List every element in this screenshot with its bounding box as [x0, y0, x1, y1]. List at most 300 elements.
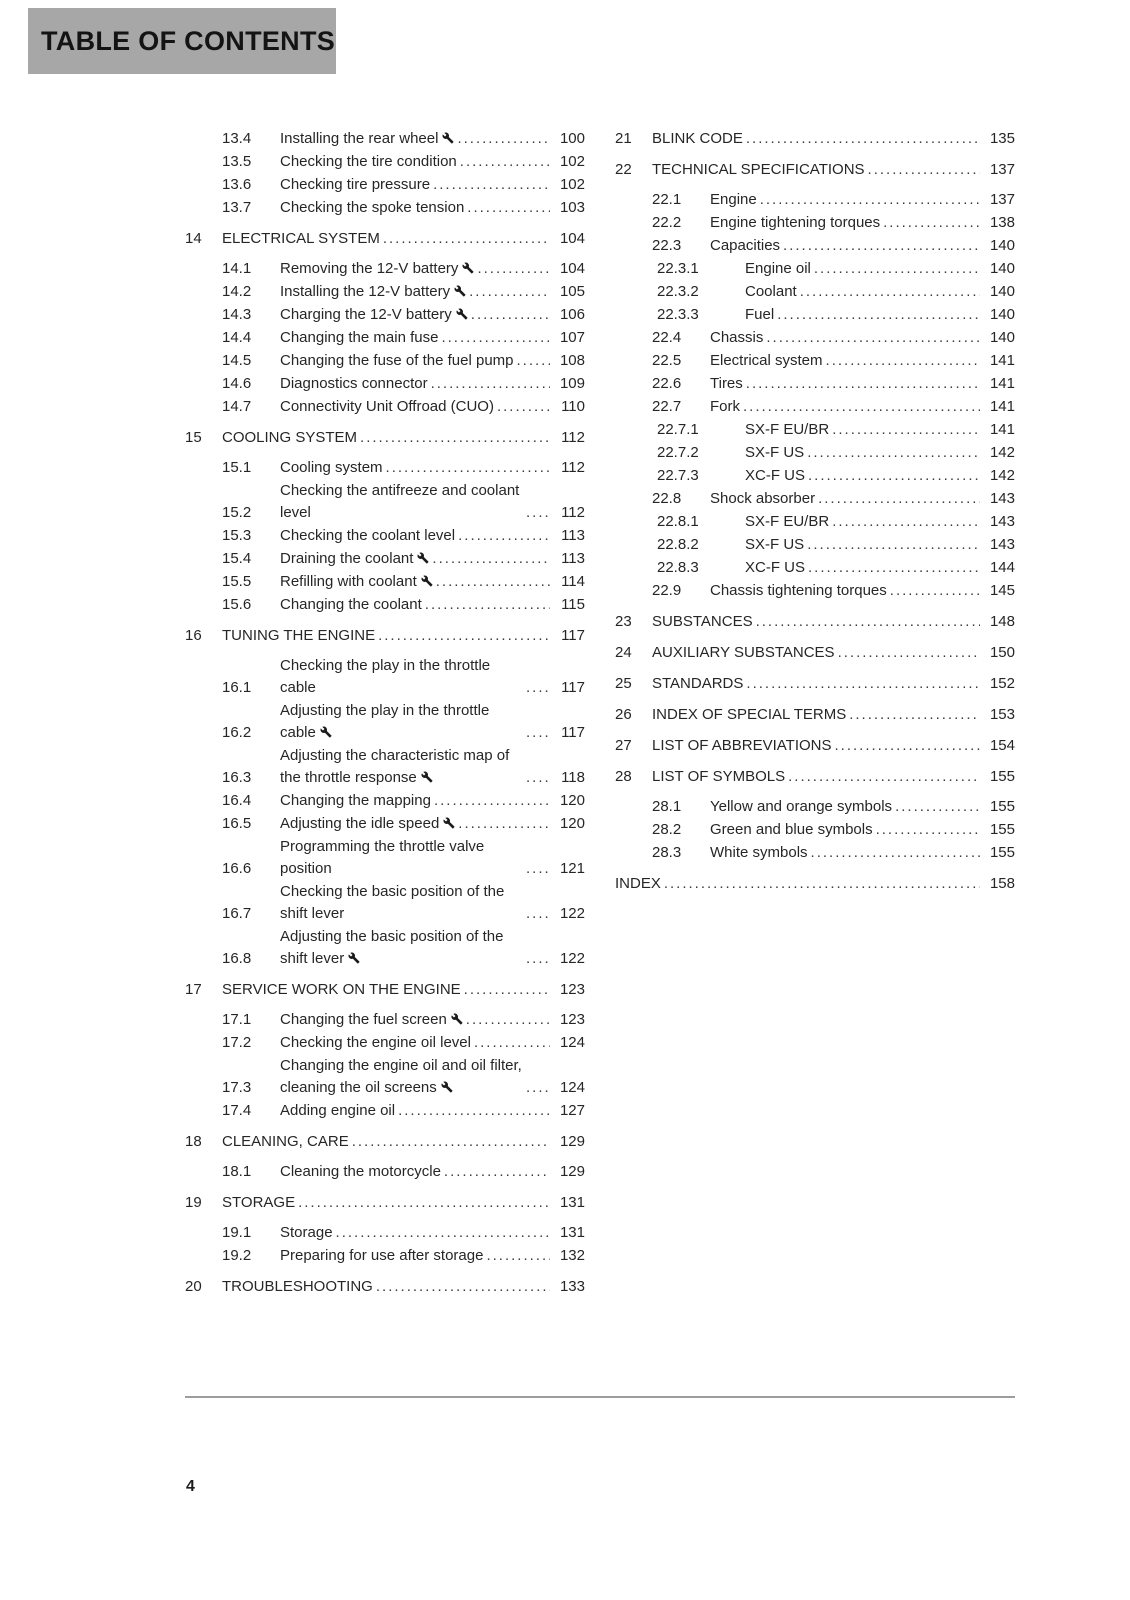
entry-number: 22.5 — [652, 352, 682, 369]
dot-leader — [526, 903, 550, 925]
entry-page: 132 — [559, 1247, 585, 1264]
entry-page: 104 — [559, 260, 585, 277]
entry-number: 22.3.3 — [657, 306, 699, 323]
entry-number: 22.1 — [652, 191, 682, 208]
entry-title-text: SX-F EU/BR — [745, 513, 830, 530]
entry-page: 158 — [989, 875, 1015, 892]
entry-title-text: Fuel — [745, 306, 775, 323]
entry-page: 143 — [989, 490, 1015, 507]
entry-number: 22.8 — [652, 490, 682, 507]
entry-number: 14.5 — [222, 352, 252, 369]
entry-title-text: Chassis — [710, 329, 764, 346]
dot-leader — [746, 128, 980, 150]
entry-page: 131 — [559, 1194, 585, 1211]
entry-title-text: Preparing for use after storage — [280, 1247, 484, 1264]
entry-number: 28.2 — [652, 821, 682, 838]
entry-title — [222, 228, 380, 250]
toc-entry — [652, 350, 1015, 372]
dot-leader — [788, 766, 980, 788]
dot-leader — [436, 571, 550, 593]
dot-leader — [497, 396, 550, 418]
entry-title-text: Installing the rear wheel — [280, 130, 439, 147]
entry-page: 148 — [989, 613, 1015, 630]
entry-number: 15.2 — [222, 504, 252, 521]
entry-number: 22.7.2 — [657, 444, 699, 461]
toc-entry — [222, 790, 585, 812]
entry-number: 26 — [615, 706, 632, 723]
entry-title-text: Changing the main fuse — [280, 329, 439, 346]
dot-leader — [466, 1009, 550, 1031]
entry-page: 108 — [559, 352, 585, 369]
dot-leader — [517, 350, 551, 372]
entry-number: 15.3 — [222, 527, 252, 544]
toc-entry — [615, 735, 1015, 757]
dot-leader — [526, 767, 550, 789]
dot-leader — [895, 796, 980, 818]
entry-title — [280, 1055, 523, 1099]
entry-page: 133 — [559, 1278, 585, 1295]
entry-number: 19.1 — [222, 1224, 252, 1241]
entry-title — [280, 745, 523, 789]
dot-leader — [474, 1032, 550, 1054]
entry-page: 109 — [559, 375, 585, 392]
entry-page: 107 — [559, 329, 585, 346]
entry-number: 13.7 — [222, 199, 252, 216]
entry-title — [280, 926, 523, 970]
entry-title — [710, 189, 757, 211]
entry-number: 22.3.1 — [657, 260, 699, 277]
entry-page: 113 — [561, 550, 585, 567]
entry-title — [745, 534, 804, 556]
toc-entry — [222, 655, 585, 699]
dot-leader — [477, 258, 550, 280]
entry-title-text: Cleaning the motorcycle — [280, 1163, 441, 1180]
toc-entry — [615, 704, 1015, 726]
entry-number: 16.7 — [222, 905, 252, 922]
entry-title — [710, 580, 887, 602]
entry-title — [652, 128, 743, 150]
dot-leader — [783, 235, 980, 257]
entry-page: 155 — [989, 768, 1015, 785]
entry-page: 140 — [989, 306, 1015, 323]
entry-title-text: Adjusting the idle speed — [280, 815, 440, 832]
entry-page: 129 — [559, 1163, 585, 1180]
dot-leader — [458, 525, 550, 547]
toc-entry — [615, 642, 1015, 664]
entry-title-text: Installing the 12-V battery — [280, 283, 451, 300]
entry-number: 16.6 — [222, 860, 252, 877]
entry-number: 16.3 — [222, 769, 252, 786]
toc-entry — [657, 442, 1015, 464]
entry-page: 113 — [561, 527, 585, 544]
entry-title — [222, 979, 461, 1001]
entry-page: 120 — [559, 792, 585, 809]
entry-page: 121 — [559, 860, 585, 877]
toc-entry — [652, 796, 1015, 818]
dot-leader — [808, 465, 980, 487]
entry-title-text: Checking tire pressure — [280, 176, 431, 193]
entry-title — [710, 327, 763, 349]
entry-page: 131 — [559, 1224, 585, 1241]
toc-entry — [185, 625, 585, 647]
entry-page: 110 — [561, 398, 585, 415]
entry-page: 112 — [561, 459, 585, 476]
entry-title-text: Checking the coolant level — [280, 527, 456, 544]
dot-leader — [434, 790, 550, 812]
entry-title — [280, 1161, 441, 1183]
entry-title-text: Refilling with coolant — [280, 573, 417, 590]
toc-entry — [222, 548, 585, 570]
dot-leader — [457, 128, 550, 150]
toc-entry — [222, 304, 585, 326]
entry-page: 140 — [989, 260, 1015, 277]
entry-title-text: Chassis tightening torques — [710, 582, 887, 599]
toc-entry — [222, 258, 585, 280]
entry-number: 15.6 — [222, 596, 252, 613]
entry-title — [710, 488, 815, 510]
entry-page: 106 — [559, 306, 585, 323]
entry-number: 15.4 — [222, 550, 252, 567]
toc-entry — [222, 1032, 585, 1054]
entry-page: 105 — [559, 283, 585, 300]
dot-leader — [336, 1222, 550, 1244]
toc-entry — [652, 396, 1015, 418]
toc-entry — [222, 197, 585, 219]
entry-page: 150 — [989, 644, 1015, 661]
toc-entry — [615, 766, 1015, 788]
entry-number: 15.5 — [222, 573, 252, 590]
entry-title — [745, 281, 797, 303]
entry-page: 142 — [989, 467, 1015, 484]
entry-title-text: BLINK CODE — [652, 130, 743, 147]
toc-entry — [222, 1100, 585, 1122]
entry-title-text: SX-F US — [745, 444, 805, 461]
entry-page: 120 — [559, 815, 585, 832]
toc-entry — [222, 881, 585, 925]
entry-title-text: White symbols — [710, 844, 808, 861]
entry-title — [745, 557, 805, 579]
entry-number: 22 — [615, 161, 632, 178]
dot-leader — [756, 611, 980, 633]
entry-title — [710, 796, 892, 818]
entry-number: 13.5 — [222, 153, 252, 170]
dot-leader — [760, 189, 980, 211]
entry-title-text: Shock absorber — [710, 490, 816, 507]
entry-title-text: Checking the play in the throttle cable — [280, 657, 491, 696]
entry-title-text: Engine — [710, 191, 757, 208]
entry-page: 102 — [559, 153, 585, 170]
entry-title-text: Changing the fuel screen — [280, 1011, 447, 1028]
wrench-icon — [462, 262, 474, 274]
entry-title-text: Draining the coolant — [280, 550, 414, 567]
wrench-icon — [441, 1081, 453, 1093]
entry-title-text: Fork — [710, 398, 740, 415]
dot-leader — [352, 1131, 550, 1153]
entry-number: 16.8 — [222, 950, 252, 967]
entry-page: 129 — [559, 1133, 585, 1150]
entry-title — [280, 700, 523, 744]
entry-title — [280, 281, 466, 303]
entry-page: 141 — [989, 421, 1015, 438]
entry-title — [745, 511, 829, 533]
entry-page: 140 — [989, 237, 1015, 254]
dot-leader — [826, 350, 980, 372]
toc-entry — [222, 151, 585, 173]
toc-entry — [657, 465, 1015, 487]
entry-page: 123 — [559, 981, 585, 998]
entry-title — [222, 427, 357, 449]
toc-entry — [222, 525, 585, 547]
entry-title-text: Adding engine oil — [280, 1102, 396, 1119]
toc-entry — [222, 396, 585, 418]
dot-leader — [814, 258, 980, 280]
toc-entry — [222, 350, 585, 372]
wrench-icon — [348, 952, 360, 964]
entry-page: 115 — [561, 596, 585, 613]
entry-title — [222, 1131, 349, 1153]
dot-leader — [849, 704, 980, 726]
entry-number: 14.3 — [222, 306, 252, 323]
entry-title — [280, 836, 523, 880]
toc-entry — [222, 373, 585, 395]
entry-title-text: Tires — [710, 375, 743, 392]
entry-title-text: Cooling system — [280, 459, 383, 476]
toc-entry — [222, 700, 585, 744]
toc-entry — [652, 212, 1015, 234]
entry-title — [280, 1032, 471, 1054]
entry-title-text: Storage — [280, 1224, 333, 1241]
toc-entry — [185, 1131, 585, 1153]
toc-entry — [657, 534, 1015, 556]
entry-title — [280, 571, 433, 593]
dot-leader — [360, 427, 550, 449]
entry-number: 22.7 — [652, 398, 682, 415]
entry-title — [652, 673, 743, 695]
entry-number: 22.6 — [652, 375, 682, 392]
toc-entry — [222, 1161, 585, 1183]
toc-entry — [185, 1192, 585, 1214]
toc-column-right — [615, 128, 1015, 1306]
page-title: TABLE OF CONTENTS — [41, 25, 336, 56]
entry-number: 15.1 — [222, 459, 252, 476]
toc-entry — [657, 281, 1015, 303]
toc-entry — [652, 819, 1015, 841]
entry-title-text: AUXILIARY SUBSTANCES — [652, 644, 835, 661]
toc-entry — [615, 873, 1015, 895]
entry-title-text: Checking the antifreeze and coolant level — [280, 482, 520, 521]
dot-leader — [835, 735, 981, 757]
toc-entry — [657, 258, 1015, 280]
dot-leader — [832, 511, 980, 533]
entry-page: 144 — [989, 559, 1015, 576]
toc-entry — [657, 419, 1015, 441]
dot-leader — [807, 442, 980, 464]
dot-leader — [376, 1276, 550, 1298]
entry-title — [280, 525, 455, 547]
entry-page: 143 — [989, 513, 1015, 530]
entry-title-text: Adjusting the play in the throttle cable — [280, 702, 490, 741]
dot-leader — [766, 327, 980, 349]
entry-title — [222, 625, 375, 647]
dot-leader — [431, 373, 550, 395]
entry-title — [280, 327, 438, 349]
toc-entry — [222, 327, 585, 349]
wrench-icon — [454, 285, 466, 297]
entry-number: 17.4 — [222, 1102, 252, 1119]
entry-number: 14 — [185, 230, 202, 247]
footer-divider — [185, 1396, 1015, 1398]
entry-number: 23 — [615, 613, 632, 630]
dot-leader — [818, 488, 980, 510]
dot-leader — [441, 327, 550, 349]
entry-number: 16.1 — [222, 679, 252, 696]
dot-leader — [807, 534, 980, 556]
entry-title — [710, 212, 880, 234]
toc-entry — [185, 1276, 585, 1298]
dot-leader — [386, 457, 550, 479]
dot-leader — [383, 228, 550, 250]
entry-title — [652, 704, 846, 726]
dot-leader — [800, 281, 980, 303]
entry-title-text: Charging the 12-V battery — [280, 306, 452, 323]
entry-page: 137 — [989, 191, 1015, 208]
entry-title-text: Removing the 12-V battery — [280, 260, 459, 277]
entry-page: 155 — [989, 821, 1015, 838]
entry-page: 155 — [989, 798, 1015, 815]
entry-title — [280, 790, 431, 812]
entry-number: 14.6 — [222, 375, 252, 392]
entry-page: 143 — [989, 536, 1015, 553]
toc-entry — [615, 128, 1015, 150]
entry-page: 145 — [989, 582, 1015, 599]
toc-entry — [652, 580, 1015, 602]
entry-number: 19 — [185, 1194, 202, 1211]
toc-entry — [652, 842, 1015, 864]
toc-entry — [652, 488, 1015, 510]
dot-leader — [298, 1192, 550, 1214]
entry-title — [615, 873, 661, 895]
entry-title — [280, 304, 468, 326]
entry-title-text: STANDARDS — [652, 675, 744, 692]
toc-entry — [222, 813, 585, 835]
dot-leader — [743, 396, 980, 418]
entry-number: 22.8.1 — [657, 513, 699, 530]
entry-title — [710, 842, 808, 864]
toc-column-left — [185, 128, 585, 1306]
dot-leader — [398, 1100, 550, 1122]
entry-number: 14.2 — [222, 283, 252, 300]
table-of-contents — [185, 128, 1015, 1306]
dot-leader — [868, 159, 980, 181]
entry-number: 22.8.3 — [657, 559, 699, 576]
toc-entry — [222, 457, 585, 479]
entry-title-text: Checking the engine oil level — [280, 1034, 471, 1051]
dot-leader — [526, 722, 550, 744]
toc-entry — [652, 327, 1015, 349]
dot-leader — [664, 873, 980, 895]
dot-leader — [526, 1077, 550, 1099]
entry-title-text: SX-F EU/BR — [745, 421, 830, 438]
dot-leader — [444, 1161, 550, 1183]
entry-title-text: Yellow and orange symbols — [710, 798, 893, 815]
entry-title — [745, 419, 829, 441]
entry-title-text: Diagnostics connector — [280, 375, 428, 392]
entry-title-text: Capacities — [710, 237, 781, 254]
entry-number: 22.7.1 — [657, 421, 699, 438]
entry-title-text: Checking the spoke tension — [280, 199, 465, 216]
entry-page: 114 — [561, 573, 585, 590]
dot-leader — [378, 625, 550, 647]
entry-title — [652, 611, 753, 633]
entry-page: 141 — [989, 398, 1015, 415]
entry-title — [710, 350, 823, 372]
dot-leader — [433, 174, 550, 196]
dot-leader — [471, 304, 550, 326]
wrench-icon — [421, 575, 433, 587]
entry-page: 141 — [989, 352, 1015, 369]
entry-page: 152 — [989, 675, 1015, 692]
dot-leader — [469, 281, 550, 303]
wrench-icon — [443, 817, 455, 829]
entry-page: 142 — [989, 444, 1015, 461]
entry-number: 20 — [185, 1278, 202, 1295]
entry-title-text: INDEX — [615, 875, 661, 892]
entry-number: 13.4 — [222, 130, 252, 147]
toc-entry — [222, 1009, 585, 1031]
dot-leader — [432, 548, 550, 570]
entry-title-text: Checking the tire condition — [280, 153, 457, 170]
entry-title-text: TECHNICAL SPECIFICATIONS — [652, 161, 865, 178]
entry-number: 16.5 — [222, 815, 252, 832]
entry-number: 22.4 — [652, 329, 682, 346]
entry-number: 22.2 — [652, 214, 682, 231]
entry-number: 22.8.2 — [657, 536, 699, 553]
dot-leader — [808, 557, 980, 579]
entry-number: 16.2 — [222, 724, 252, 741]
toc-entry — [222, 281, 585, 303]
entry-title-text: SUBSTANCES — [652, 613, 753, 630]
entry-page: 155 — [989, 844, 1015, 861]
entry-number: 28.3 — [652, 844, 682, 861]
entry-title-text: Changing the mapping — [280, 792, 431, 809]
entry-title — [222, 1192, 295, 1214]
entry-title-text: Changing the fuse of the fuel pump — [280, 352, 514, 369]
entry-title — [745, 465, 805, 487]
entry-number: 17 — [185, 981, 202, 998]
entry-title — [280, 1245, 483, 1267]
entry-title — [280, 1100, 395, 1122]
toc-entry — [185, 427, 585, 449]
entry-title-text: Connectivity Unit Offroad (CUO) — [280, 398, 494, 415]
toc-entry — [652, 235, 1015, 257]
entry-title — [280, 594, 422, 616]
entry-page: 102 — [559, 176, 585, 193]
entry-number: 22.3 — [652, 237, 682, 254]
entry-page: 117 — [561, 724, 585, 741]
entry-title — [280, 258, 474, 280]
toc-entry — [222, 1055, 585, 1099]
dot-leader — [460, 151, 550, 173]
entry-number: 22.9 — [652, 582, 682, 599]
entry-title — [745, 304, 774, 326]
toc-entry — [222, 836, 585, 880]
entry-page: 118 — [561, 769, 585, 786]
entry-page: 117 — [561, 627, 585, 644]
entry-title-text: SX-F US — [745, 536, 805, 553]
entry-number: 28.1 — [652, 798, 682, 815]
entry-title — [280, 1009, 463, 1031]
toc-entry — [652, 189, 1015, 211]
